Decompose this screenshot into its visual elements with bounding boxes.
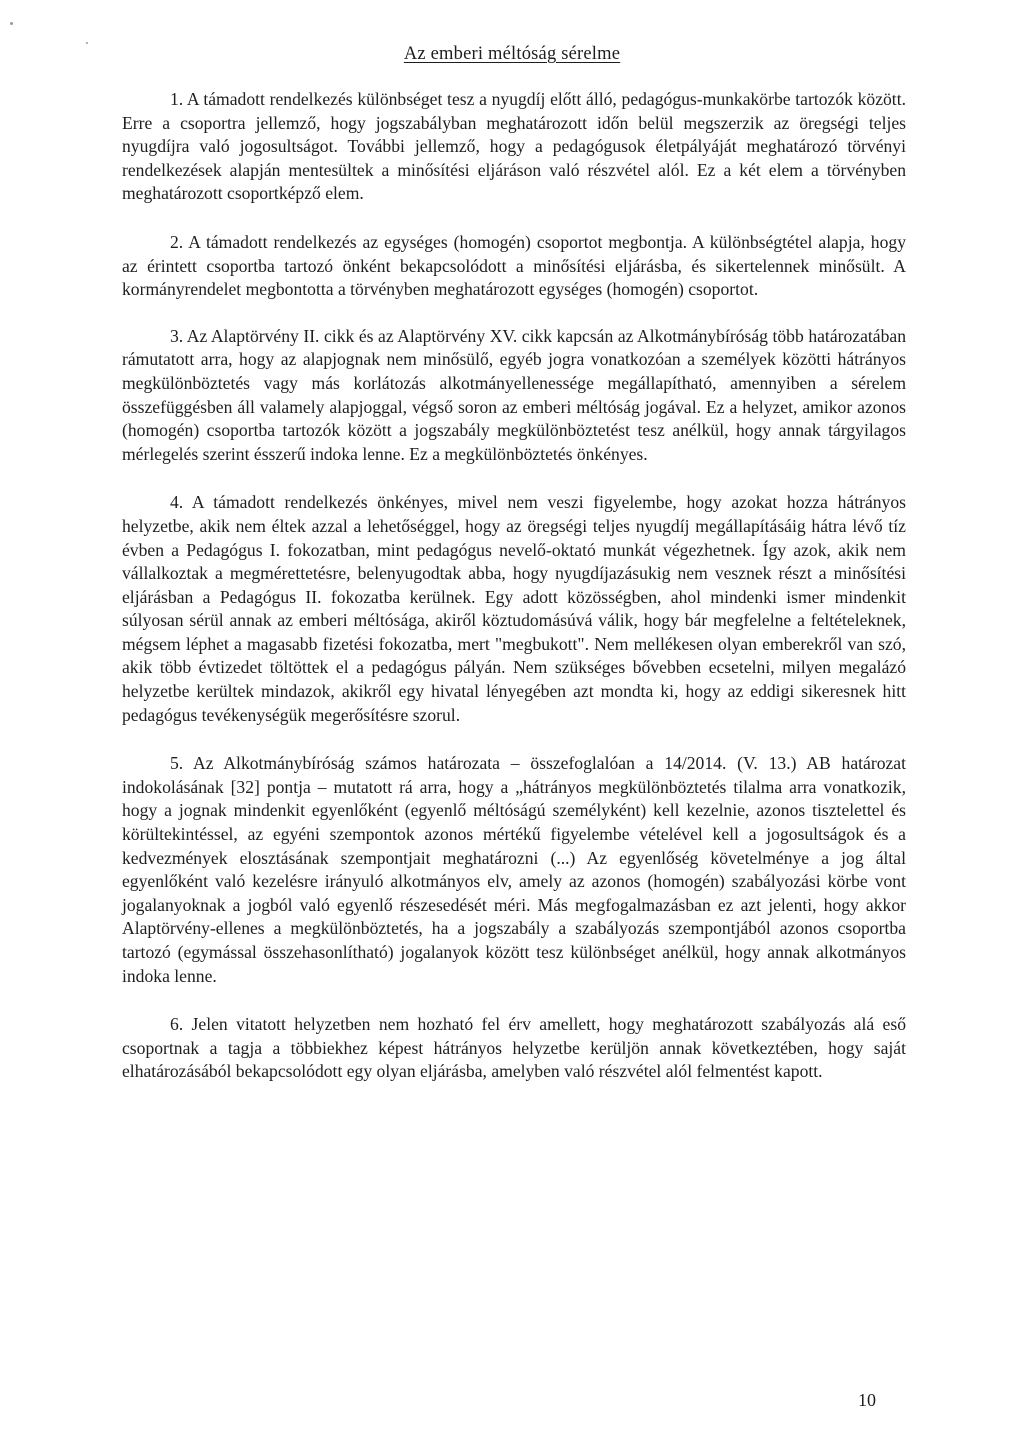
- paragraph-6: 6. Jelen vitatott helyzetben nem hozható fel érv amellett, hogy meghatározott szabályozás alá eső csoportnak a tagja a többiekhez képest hátrányos helyzetbe kerüljön annak következtében, hogy saját elhatározásából bekapcsolódott egy olyan eljárásba, amelyben való részvétel alól felmentést kapott.: [122, 1014, 906, 1082]
- document-body: [122, 88, 906, 1084]
- paragraph-2: 2. A támadott rendelkezés az egységes (homogén) csoportot megbontja. A különbségtétel alapja, hogy az érintett csoportba tartozó önként bekapcsolódott a minősítési eljárásba, és sikertelennek minősült. A kormányrendelet megbontotta a törvényben meghatározott egységes (homogén) csoportot.: [122, 231, 906, 300]
- paragraph-5: 5. Az Alkotmánybíróság számos határozata – összefoglalóan a 14/2014. (V. 13.) AB határozat indokolásának [32] pontja – mutatott rá arra, hogy a „hátrányos megkülönböztetés tilalma arra vonatkozik, hogy a jognak mindenkit egyenlőként (egyenlő méltóságú személyként) kell kezelnie, azonos tisztelettel és körültekintéssel, az egyéni szempontok azonos mértékű figyelembe vételével kell a jogosultságok és a kedvezmények elosztásának szempontjait meghatározni (...) Az egyenlőség követelménye a jog által egyenlőként való kezelésre irányuló alkotmányos elv, amely az azonos (homogén) szabályozási körbe vont jogalanyoknak a jogból való egyenlő részesedését méri. Más megfogalmazásban ez azt jelenti, hogy akkor Alaptörvény-ellenes a megkülönböztetés, ha a jogszabály a szabályozás szempontjából azonos csoportba tartozó (egymással összehasonlítható) jogalanyok között tesz különbséget anélkül, hogy annak alkotmányos indoka lenne.: [122, 753, 906, 986]
- page-number: 10: [858, 1390, 876, 1410]
- paragraph-1: 1. A támadott rendelkezés különbséget tesz a nyugdíj előtt álló, pedagógus-munkakörbe tartozók között. Erre a csoportra jellemző, hogy jogszabályban meghatározott időn belül megszerzik az öregségi teljes nyugdíjra való jogosultságot. További jellemző, hogy a pedagógusok életpályáját meghatározó törvényi rendelkezések alapján mentesültek a minősítési eljáráson való részvétel alól. Ez a két elem a törvényben meghatározott csoportképző elem.: [122, 89, 906, 204]
- paragraph-4: 4. A támadott rendelkezés önkényes, mivel nem veszi figyelembe, hogy azokat hozza hátrányos helyzetbe, akik nem éltek azzal a lehetőséggel, hogy az öregségi teljes nyugdíj megállapításáig hátra lévő tíz évben a Pedagógus I. fokozatban, mint pedagógus nevelő-oktató munkát végezhetnek. Így azok, akik nem vállalkoztak a megmérettetésre, belenyugodtak abba, hogy nyugdíjazásukig nem vesznek részt a minősítési eljárásban a Pedagógus II. fokozatba kerülnek. Egy adott közösségben, ahol mindenki ismer mindenkit súlyosan sérül annak az emberi méltósága, akiről köztudomásúvá válik, hogy bár megfelelne a feltételeknek, mégsem léphet a magasabb fizetési fokozatba, mert "megbukott". Nem mellékesen olyan emberekről van szó, akik több évtizedet töltöttek el a pedagógus pályán. Nem szükséges bővebben ecsetelni, milyen megalázó helyzetbe kerültek mindazok, akikről egy hivatal lényegében azt mondta ki, hogy az eddigi sikeresnek hitt pedagógus tevékenységük megerősítésre szorul.: [122, 492, 906, 725]
- paragraph-3: 3. Az Alaptörvény II. cikk és az Alaptörvény XV. cikk kapcsán az Alkotmánybíróság több határozatában rámutatott arra, hogy az alapjognak nem minősülő, egyéb jogra vonatkozóan a személyek közötti hátrányos megkülönböztetés vagy más korlátozás alkotmányellenessége megállapítható, amennyiben a sérelem összefüggésben áll valamely alapjoggal, végső soron az emberi méltóság jogával. Ez a helyzet, amikor azonos (homogén) csoportba tartozók között a jogszabály megkülönböztetést tesz anélkül, hogy annak tárgyilagos mérlegelés szerint ésszerű indoka lenne. Ez a megkülönböztetés önkényes.: [122, 325, 906, 464]
- scan-speck: [10, 22, 13, 25]
- page-title: Az emberi méltóság sérelme: [403, 44, 621, 64]
